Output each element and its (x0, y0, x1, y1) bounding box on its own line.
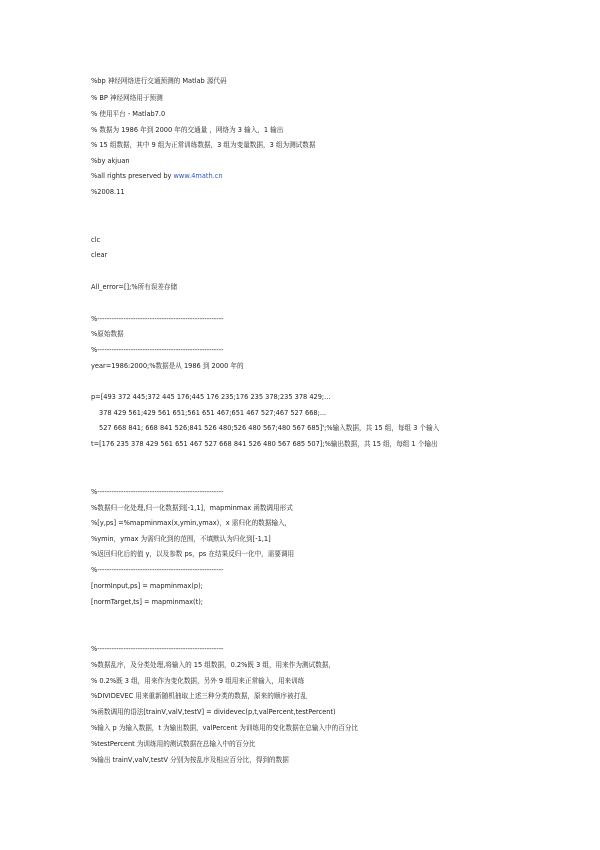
comment-line: % 15 组数据，其中 9 组为正常训练数据，3 组为变量数据，3 组为测试数据 (91, 141, 316, 149)
separator-comment: %----------------------------------------------------- (91, 346, 224, 354)
comment-line: % 使用平台 - Matlab7.0 (91, 110, 166, 118)
code-line: clear (91, 251, 108, 259)
comment-line: %输入 p 为输入数据，t 为输出数据，valPercent 为训练用的变化数据在总输入中的百分比 (91, 724, 359, 732)
comment-line: %返回归化后的值 y，以及参数 ps，ps 在结果反归一化中，需要调用 (91, 550, 295, 558)
code-line: [normTarget,ts] = mapminmax(t); (91, 598, 204, 606)
comment-line: %函数调用的语法[trainV,valV,testV] = dividevec(p,t,valPercent,testPercent) (91, 708, 336, 716)
comment-line: %数据乱序，及分类处理,将输入的 15 组数据，0.2%既 3 组，用来作为测试数据， (91, 661, 335, 669)
section-comment: %原始数据 (91, 330, 124, 338)
comment-line: %数据归一化处理,归一化数据到[-1,1]，mapminmax 函数调用形式 (91, 504, 293, 512)
comment-line: % 数据为 1986 年到 2000 年的交通量 ，网络为 3 输入，1 输出 (91, 126, 284, 134)
copyright-text: %all rights preserved by (91, 172, 174, 180)
comment-line: %[y,ps] =%mapminmax(x,ymin,ymax)，x 需归化的数据输入， (91, 519, 292, 527)
comment-line: %输出 trainV,valV,testV 分别为按乱序及相应百分比，得到的数据 (91, 756, 289, 764)
copyright-comment (91, 172, 223, 181)
comment-line: %testPercent 为训练用的测试数据在总输入中的百分比 (91, 740, 256, 748)
comment-line: % BP 神经网络用于预测 (91, 94, 163, 102)
code-line: clc (91, 236, 101, 244)
comment-line: %DIVIDEVEC 用来重新随机抽取上述三种分类的数据，原来的顺序被打乱 (91, 692, 307, 700)
separator-comment: %----------------------------------------------------- (91, 645, 224, 653)
comment-line: % 0.2%既 3 组，用来作为变化数据，另外 9 组用来正常输入，用来训练 (91, 677, 305, 685)
date-comment: %2008.11 (91, 188, 125, 196)
code-line: All_error=[];%所有误差存储 (91, 283, 178, 291)
code-line: t=[176 235 378 429 561 651 467 527 668 841 526 480 567 685 507];%输出数据，共 15 组，每组 1 个输出 (91, 440, 438, 448)
code-line: p=[493 372 445;372 445 176;445 176 235;176 235 378;235 378 429;... (91, 393, 331, 401)
code-line: year=1986:2000;%数据是从 1986 到 2000 年的 (91, 362, 244, 370)
author-comment: %by akjuan (91, 157, 130, 165)
separator-comment: %----------------------------------------------------- (91, 315, 224, 323)
separator-comment: %----------------------------------------------------- (91, 566, 224, 574)
doc-title-comment: %bp 神经网络进行交通预测的 Matlab 源代码 (91, 77, 227, 85)
code-line: 378 429 561;429 561 651;561 651 467;651 467 527;467 527 668;... (99, 409, 327, 417)
code-line: 527 668 841; 668 841 526;841 526 480;526 480 567;480 567 685]';%输入数据，共 15 组，每组 3 个输入 (99, 424, 440, 432)
code-line: [normInput,ps] = mapminmax(p); (91, 582, 203, 590)
website-link[interactable]: www.4math.cn (173, 172, 223, 180)
separator-comment: %----------------------------------------------------- (91, 488, 224, 496)
comment-line: %ymin，ymax 为需归化到的范围，不填默认为归化到[-1,1] (91, 535, 271, 543)
